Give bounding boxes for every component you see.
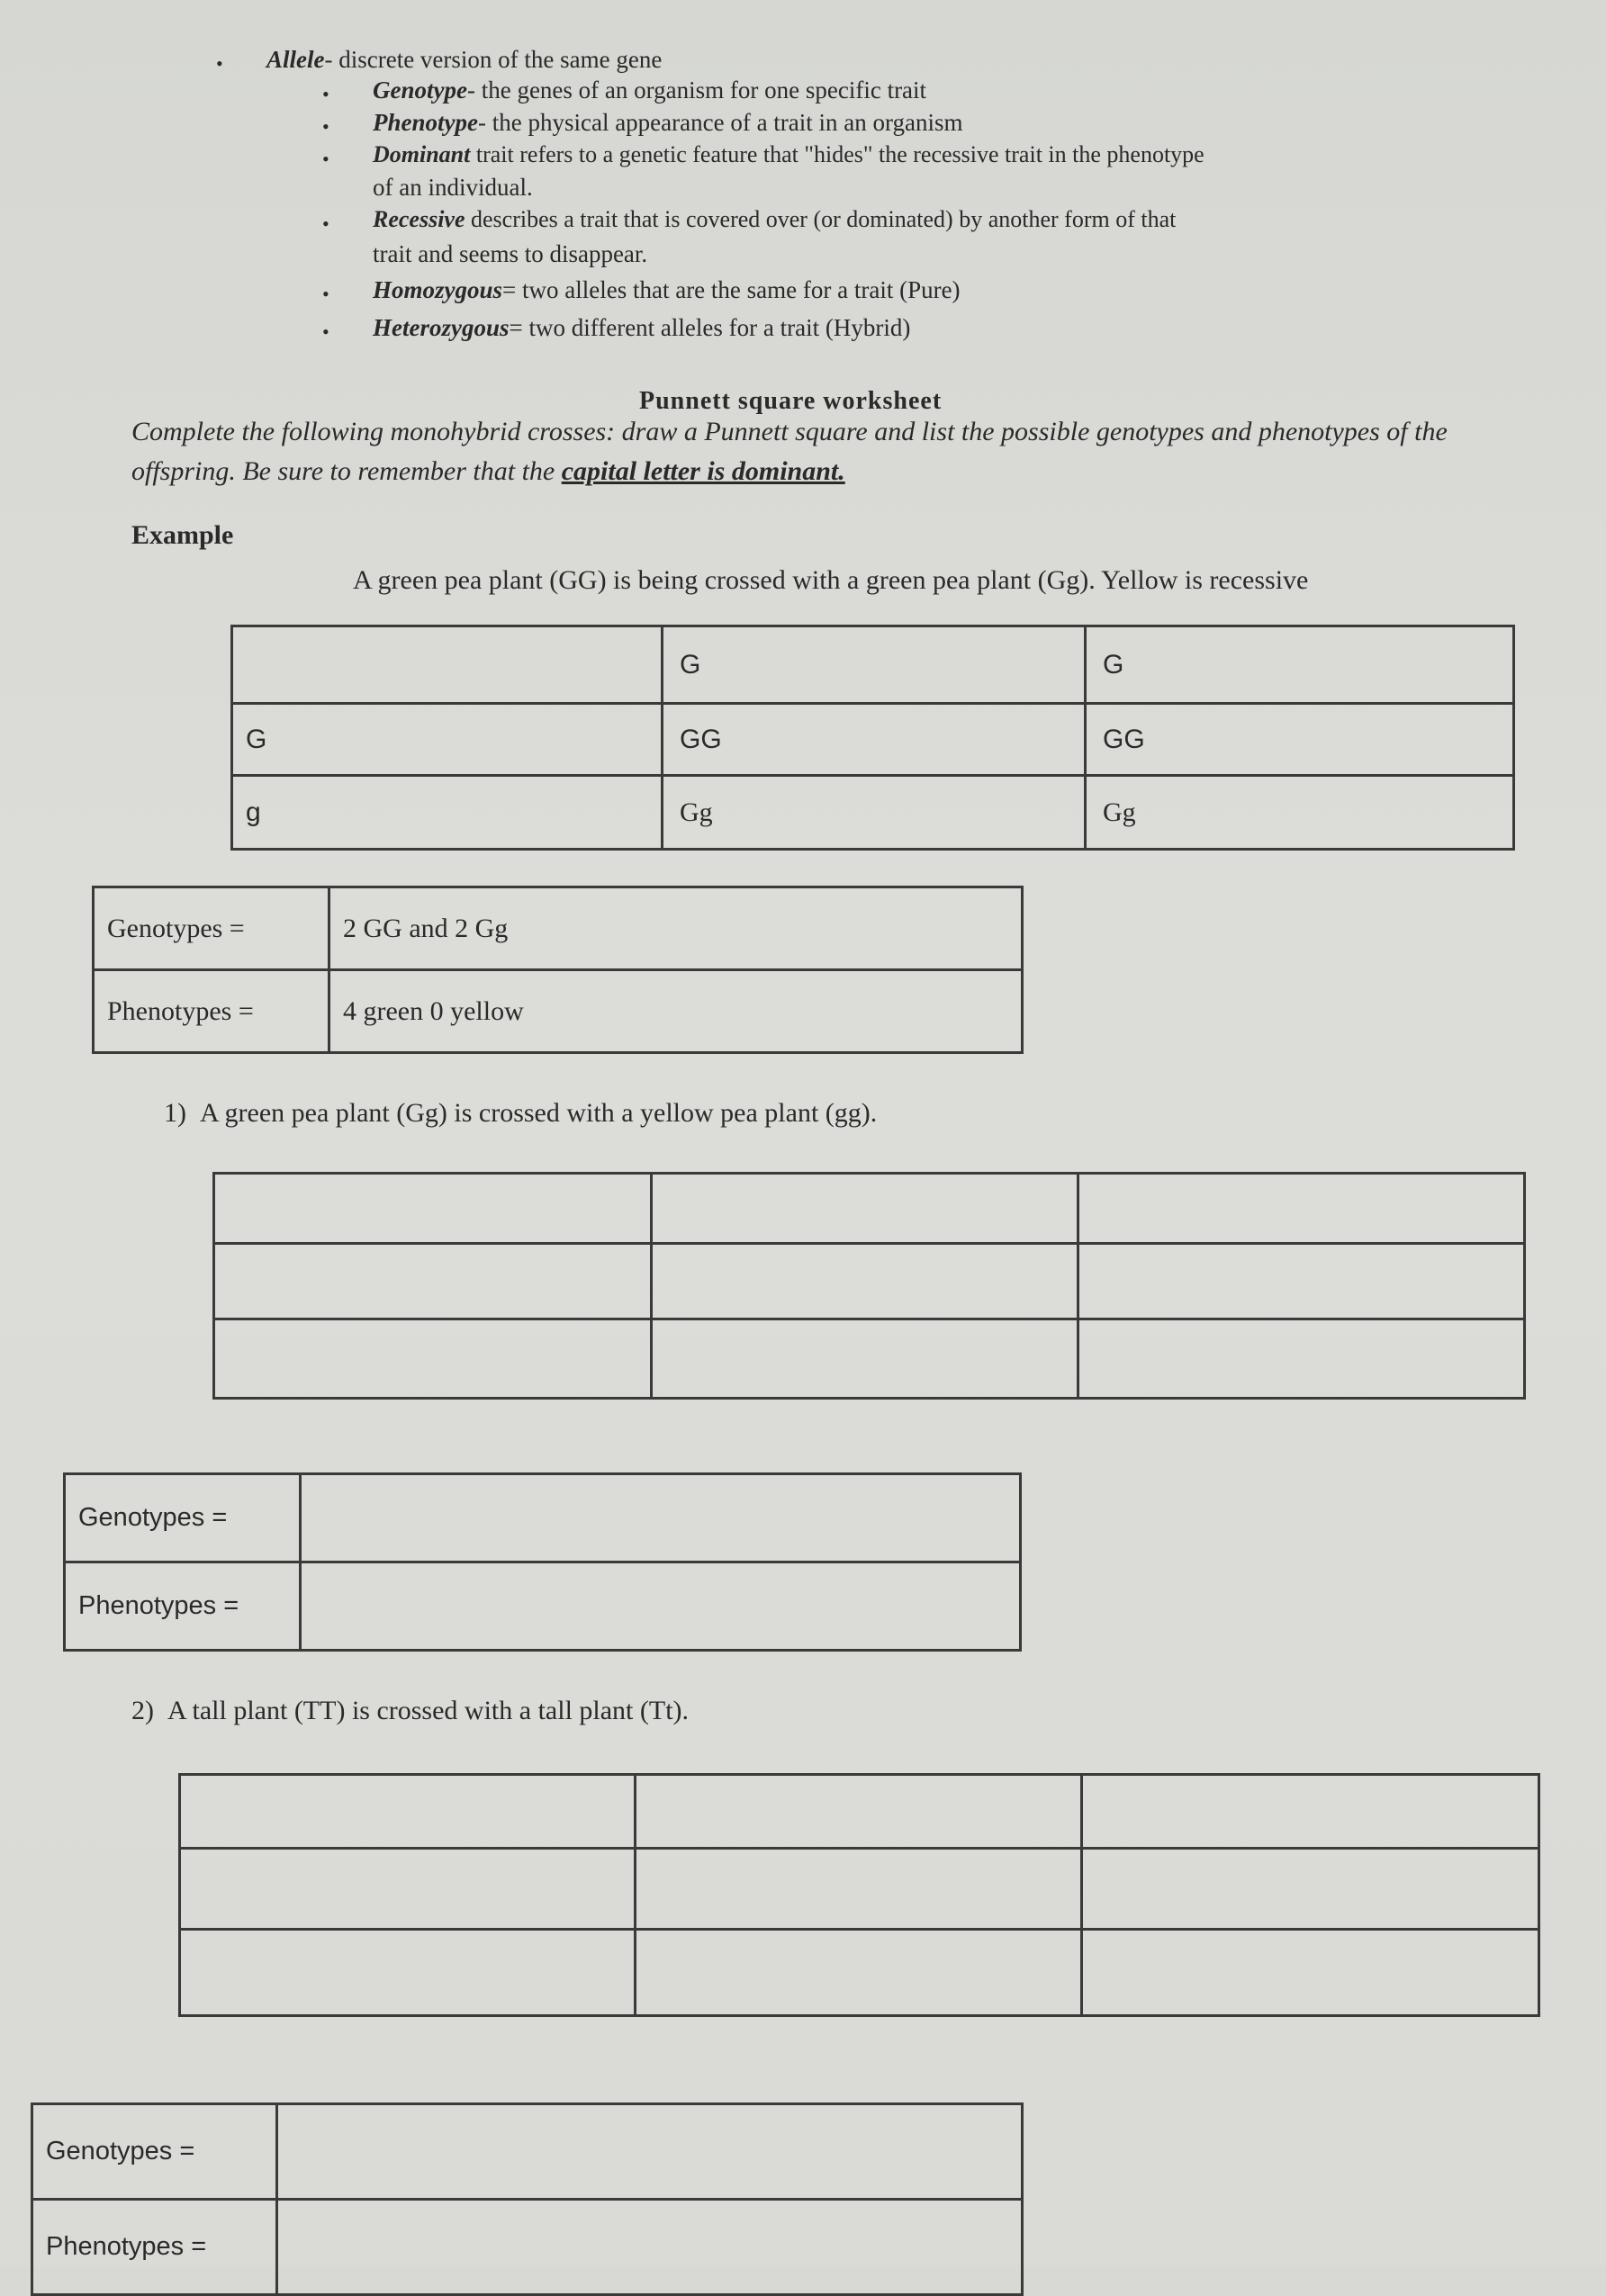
genotypes-value: 2 GG and 2 Gg: [329, 887, 1023, 970]
phenotypes-label: Phenotypes =: [94, 970, 329, 1053]
punnett-header-cell: G: [1086, 626, 1514, 704]
definition-dominant: [373, 140, 1204, 169]
definition-text: trait refers to a genetic feature that "hides" the recessive trait in the phenotype: [470, 141, 1204, 167]
punnett-row: [232, 776, 1514, 850]
definition-dominant-cont: of an individual.: [373, 174, 533, 201]
problem-2-punnett-square: [178, 1773, 1540, 2017]
definition-recessive: [373, 205, 1176, 234]
punnett-cell[interactable]: [214, 1244, 652, 1319]
definition-phenotype: [373, 108, 963, 137]
punnett-cell[interactable]: [1082, 1849, 1539, 1930]
phenotypes-label: Phenotypes =: [65, 1562, 301, 1651]
example-punnett-square: [230, 625, 1515, 851]
definition-term: Dominant: [373, 141, 471, 167]
genotypes-label: Genotypes =: [32, 2104, 277, 2200]
definition-text: = two alleles that are the same for a trait (Pure): [502, 276, 961, 303]
punnett-header-cell: G: [663, 626, 1086, 704]
punnett-header-row: [232, 626, 1514, 704]
instructions: [131, 412, 1536, 491]
example-label: Example: [131, 520, 234, 550]
definition-term: Recessive: [373, 206, 465, 232]
punnett-cell[interactable]: [1082, 1775, 1539, 1849]
bullet: •: [216, 52, 223, 75]
punnett-cell[interactable]: [652, 1174, 1078, 1244]
genotypes-label: Genotypes =: [65, 1474, 301, 1562]
genotypes-answer-field[interactable]: [277, 2104, 1023, 2200]
bullet: •: [322, 148, 329, 170]
bullet: •: [322, 320, 329, 343]
instructions-underlined: capital letter is dominant.: [561, 456, 845, 486]
punnett-cell: GG: [1086, 704, 1514, 776]
definition-term: Genotype: [373, 77, 467, 104]
phenotypes-answer-field[interactable]: [277, 2200, 1023, 2295]
punnett-cell[interactable]: [1082, 1930, 1539, 2016]
definition-recessive-cont: trait and seems to disappear.: [373, 240, 648, 267]
problem-number: 2): [131, 1696, 154, 1725]
problem-text: A green pea plant (Gg) is crossed with a yellow pea plant (gg).: [200, 1098, 878, 1128]
punnett-cell: Gg: [1086, 776, 1514, 850]
definition-genotype: [373, 76, 926, 104]
worksheet-title: Punnett square worksheet: [639, 387, 943, 415]
punnett-cell[interactable]: [636, 1775, 1082, 1849]
punnett-cell[interactable]: [652, 1244, 1078, 1319]
example-prompt: A green pea plant (GG) is being crossed with a green pea plant (Gg). Yellow is recessive: [353, 565, 1309, 595]
definition-text: = two different alleles for a trait (Hybrid): [509, 314, 911, 341]
punnett-row-label: g: [232, 776, 663, 850]
definition-text: - the physical appearance of a trait in an organism: [477, 109, 963, 136]
punnett-cell[interactable]: [1078, 1319, 1525, 1399]
problem-1-punnett-square: [212, 1172, 1526, 1400]
definition-term: Homozygous: [373, 276, 503, 303]
bullet: •: [322, 115, 329, 138]
punnett-cell: GG: [663, 704, 1086, 776]
bullet: •: [322, 212, 329, 235]
punnett-row: [232, 704, 1514, 776]
phenotypes-value: 4 green 0 yellow: [329, 970, 1023, 1053]
punnett-cell[interactable]: [652, 1319, 1078, 1399]
phenotypes-label: Phenotypes =: [32, 2200, 277, 2295]
punnett-cell[interactable]: [180, 1930, 636, 2016]
problem-2-summary-table: [31, 2102, 1024, 2296]
punnett-cell[interactable]: [636, 1849, 1082, 1930]
problem-1-summary-table: [63, 1472, 1022, 1652]
definition-term: Phenotype: [373, 109, 478, 136]
definition-term: Allele: [266, 46, 325, 73]
problem-text: A tall plant (TT) is crossed with a tall plant (Tt).: [167, 1696, 690, 1725]
genotypes-answer-field[interactable]: [301, 1474, 1021, 1562]
definition-text: - discrete version of the same gene: [324, 46, 663, 73]
punnett-cell[interactable]: [214, 1319, 652, 1399]
definition-allele: [266, 45, 662, 74]
punnett-cell[interactable]: [1078, 1174, 1525, 1244]
punnett-corner-cell: [232, 626, 663, 704]
bullet: •: [322, 83, 329, 105]
example-summary-table: [92, 886, 1024, 1054]
phenotypes-answer-field[interactable]: [301, 1562, 1021, 1651]
bullet: •: [322, 283, 329, 305]
punnett-cell: Gg: [663, 776, 1086, 850]
definition-text: describes a trait that is covered over (or dominated) by another form of that: [465, 206, 1177, 232]
punnett-cell[interactable]: [214, 1174, 652, 1244]
problem-number: 1): [164, 1098, 186, 1128]
punnett-cell[interactable]: [1078, 1244, 1525, 1319]
punnett-cell[interactable]: [180, 1775, 636, 1849]
definition-text: - the genes of an organism for one specific trait: [466, 77, 927, 104]
problem-2-prompt: [131, 1696, 689, 1726]
punnett-cell[interactable]: [636, 1930, 1082, 2016]
definition-term: Heterozygous: [373, 314, 510, 341]
genotypes-label: Genotypes =: [94, 887, 329, 970]
punnett-cell[interactable]: [180, 1849, 636, 1930]
instructions-text: Complete the following monohybrid crosses: draw a Punnett square and list the possible genotypes and phenotypes of the offspring. Be sure to remember that the: [131, 417, 1448, 486]
definition-homozygous: [373, 275, 961, 304]
punnett-row-label: G: [232, 704, 663, 776]
problem-1-prompt: [164, 1098, 877, 1129]
definition-heterozygous: [373, 313, 910, 342]
